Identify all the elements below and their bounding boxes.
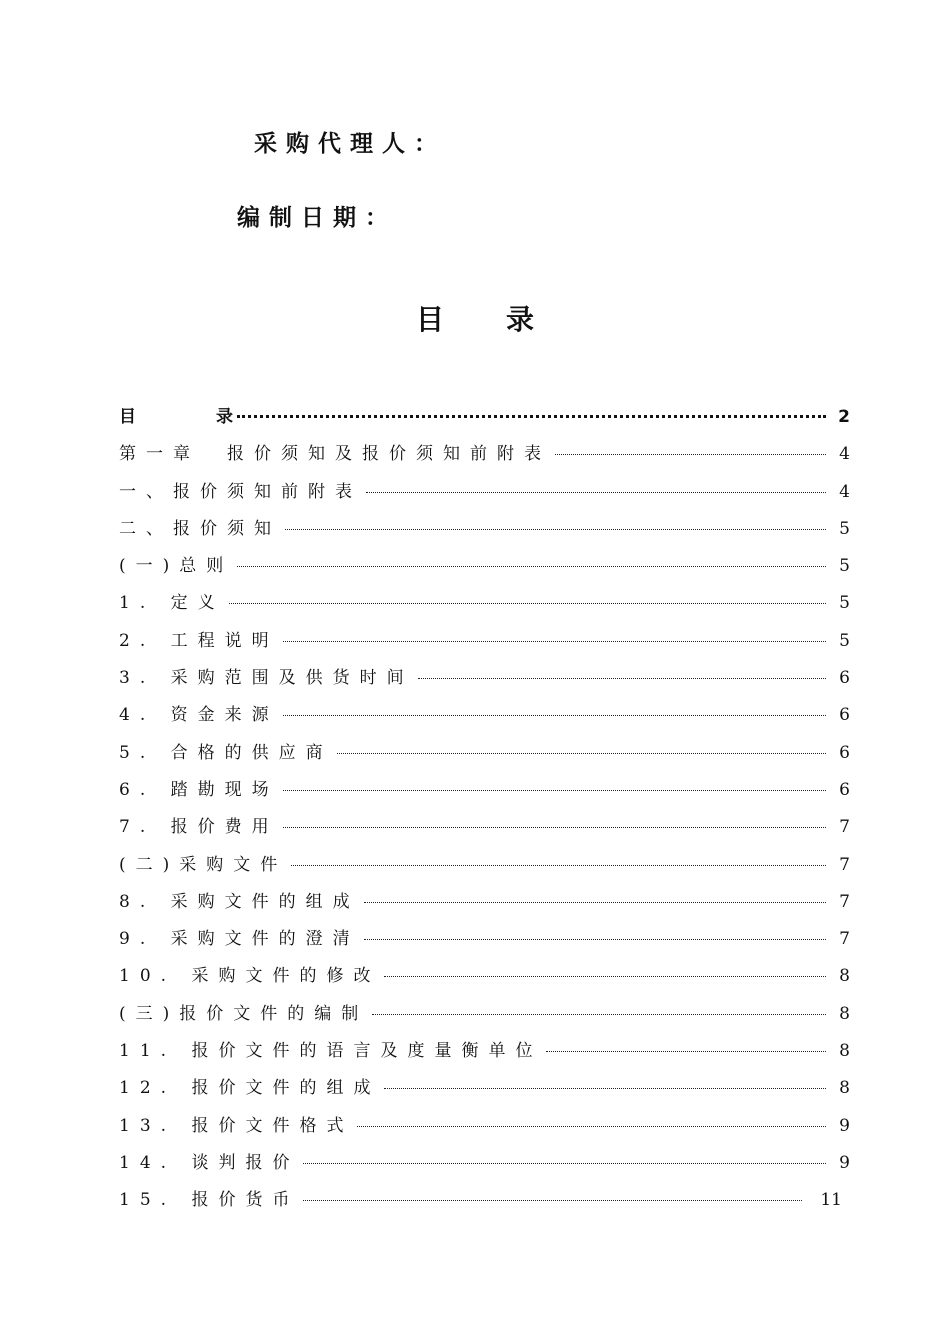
toc-dot-leader bbox=[283, 715, 826, 716]
toc-entry[interactable] bbox=[119, 1148, 850, 1185]
toc-entry[interactable] bbox=[119, 663, 850, 700]
toc-entry-label: 第一章 报价须知及报价须知前附表 bbox=[119, 444, 551, 465]
toc-page-number: 4 bbox=[839, 481, 850, 502]
toc-entry[interactable] bbox=[119, 439, 850, 476]
toc-entry[interactable] bbox=[119, 1073, 850, 1110]
toc-entry[interactable] bbox=[119, 1185, 850, 1222]
toc-entry[interactable] bbox=[119, 738, 850, 775]
toc-entry-label: 13. 报价文件格式 bbox=[119, 1115, 354, 1136]
toc-entry-label: (二)采购文件 bbox=[119, 854, 288, 875]
toc-entry[interactable] bbox=[119, 1111, 850, 1148]
toc-entry-label: 10. 采购文件的修改 bbox=[119, 966, 381, 987]
toc-page-number: 8 bbox=[839, 1003, 850, 1024]
toc-entry-label: 11. 报价文件的语言及度量衡单位 bbox=[119, 1041, 543, 1062]
toc-dot-leader bbox=[283, 827, 826, 828]
toc-entry-label: 目 录 bbox=[119, 407, 233, 427]
toc-dot-leader bbox=[418, 678, 826, 679]
toc-page-number: 8 bbox=[839, 1041, 850, 1062]
toc-entry-label: 2. 工程说明 bbox=[119, 630, 279, 651]
toc-page-number: 2 bbox=[838, 407, 850, 427]
toc-page-number: 9 bbox=[839, 1115, 850, 1136]
toc-entry-label: 8. 采购文件的组成 bbox=[119, 891, 360, 912]
toc-dot-leader bbox=[283, 790, 826, 791]
toc-entry-label: 3. 采购范围及供货时间 bbox=[119, 668, 414, 689]
toc-page-number: 5 bbox=[839, 518, 850, 539]
toc-page-number: 9 bbox=[839, 1152, 850, 1173]
toc-heading-left: 目 bbox=[415, 303, 444, 336]
toc-dot-leader bbox=[229, 603, 826, 604]
toc-page-number: 7 bbox=[839, 891, 850, 912]
toc-entry-label: (一)总则 bbox=[119, 556, 234, 577]
toc-dot-leader bbox=[372, 1014, 826, 1015]
procurement-agent-label: 采购代理人： bbox=[254, 131, 446, 157]
toc-entry[interactable] bbox=[119, 588, 850, 625]
toc-page-number: 5 bbox=[839, 630, 850, 651]
toc-entry-label: 12. 报价文件的组成 bbox=[119, 1078, 381, 1099]
toc-entry-label: (三)报价文件的编制 bbox=[119, 1003, 369, 1024]
toc-entry-label: 9. 采购文件的澄清 bbox=[119, 929, 360, 950]
toc-dot-leader bbox=[366, 492, 826, 493]
toc-entry[interactable] bbox=[119, 999, 850, 1036]
toc-dot-leader bbox=[364, 902, 826, 903]
toc-page-number: 8 bbox=[839, 966, 850, 987]
toc-page-number: 4 bbox=[839, 444, 850, 465]
toc-dot-leader bbox=[237, 415, 826, 418]
toc-dot-leader bbox=[384, 1088, 826, 1089]
toc-dot-leader bbox=[303, 1163, 826, 1164]
toc-entry[interactable] bbox=[119, 961, 850, 998]
toc-page-number: 6 bbox=[839, 668, 850, 689]
table-of-contents bbox=[119, 402, 850, 1223]
toc-entry-label: 一、报价须知前附表 bbox=[119, 481, 362, 502]
toc-entry-label: 6. 踏勘现场 bbox=[119, 779, 279, 800]
toc-page-number: 8 bbox=[839, 1078, 850, 1099]
toc-entry[interactable] bbox=[119, 514, 850, 551]
toc-dot-leader bbox=[364, 939, 826, 940]
toc-dot-leader bbox=[546, 1051, 826, 1052]
toc-dot-leader bbox=[555, 454, 826, 455]
toc-heading bbox=[0, 298, 950, 338]
toc-dot-leader bbox=[283, 641, 826, 642]
toc-entry-contents[interactable] bbox=[119, 402, 850, 439]
toc-entry-label: 1. 定义 bbox=[119, 593, 225, 614]
toc-page-number: 5 bbox=[839, 593, 850, 614]
toc-page-number: 7 bbox=[839, 817, 850, 838]
toc-dot-leader bbox=[237, 566, 826, 567]
toc-entry-label: 7. 报价费用 bbox=[119, 817, 279, 838]
toc-entry[interactable] bbox=[119, 700, 850, 737]
toc-dot-leader bbox=[337, 753, 826, 754]
toc-dot-leader bbox=[303, 1200, 802, 1201]
toc-entry-label: 15. 报价货币 bbox=[119, 1190, 300, 1211]
toc-entry-label: 二、报价须知 bbox=[119, 518, 281, 539]
toc-page-number: 11 bbox=[820, 1190, 842, 1211]
toc-entry[interactable] bbox=[119, 626, 850, 663]
toc-page-number: 6 bbox=[839, 779, 850, 800]
toc-entry[interactable] bbox=[119, 887, 850, 924]
toc-entry-label: 4. 资金来源 bbox=[119, 705, 279, 726]
toc-entry[interactable] bbox=[119, 924, 850, 961]
toc-heading-right: 录 bbox=[506, 303, 535, 336]
toc-entry[interactable] bbox=[119, 775, 850, 812]
toc-entry[interactable] bbox=[119, 551, 850, 588]
toc-page-number: 5 bbox=[839, 556, 850, 577]
compile-date-label: 编制日期： bbox=[237, 205, 397, 231]
toc-dot-leader bbox=[357, 1126, 826, 1127]
toc-entry[interactable] bbox=[119, 850, 850, 887]
toc-entry[interactable] bbox=[119, 812, 850, 849]
toc-page-number: 6 bbox=[839, 705, 850, 726]
toc-dot-leader bbox=[291, 865, 826, 866]
toc-page-number: 7 bbox=[839, 929, 850, 950]
toc-entry-label: 5. 合格的供应商 bbox=[119, 742, 333, 763]
toc-entry[interactable] bbox=[119, 477, 850, 514]
toc-dot-leader bbox=[285, 529, 826, 530]
toc-page-number: 7 bbox=[839, 854, 850, 875]
toc-entry[interactable] bbox=[119, 1036, 850, 1073]
toc-dot-leader bbox=[384, 976, 826, 977]
toc-entry-label: 14. 谈判报价 bbox=[119, 1152, 300, 1173]
toc-page-number: 6 bbox=[839, 742, 850, 763]
